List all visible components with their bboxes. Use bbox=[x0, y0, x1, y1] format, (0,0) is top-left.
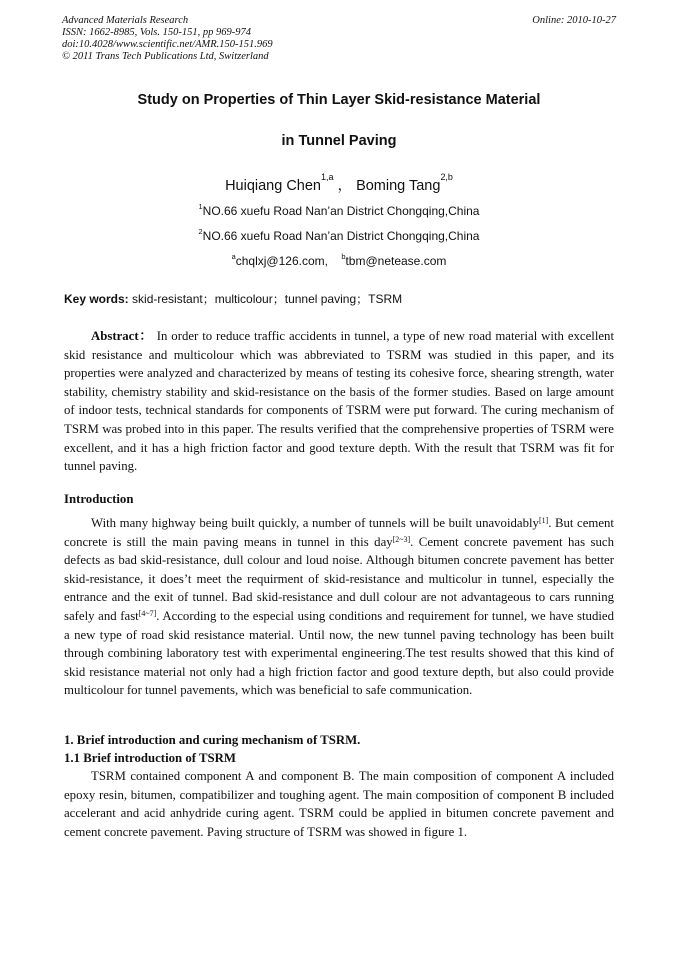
keywords-text: skid-resistant；multicolour；tunnel paving；TSRM bbox=[128, 292, 403, 306]
author-2: Boming Tang bbox=[356, 178, 441, 194]
intro-text-1: With many highway being built quickly, a number of tunnels will be built unavoidably bbox=[91, 516, 539, 530]
intro-ref-3: [4~7] bbox=[138, 609, 157, 618]
section-1-1-heading: 1.1 Brief introduction of TSRM bbox=[64, 751, 236, 765]
email-b: tbm@netease.com bbox=[345, 254, 447, 268]
author-line bbox=[0, 171, 678, 195]
copyright-line: © 2011 Trans Tech Publications Ltd, Switzerland bbox=[62, 51, 269, 62]
intro-ref-2: [2~3] bbox=[392, 534, 411, 544]
affiliation-1-text: NO.66 xuefu Road Nan’an District Chongqing,China bbox=[202, 204, 480, 218]
intro-text-4: . According to the especial using conditions and requirement for tunnel, we have studied a new type of road skid resistance material. Until now, the new tunnel paving technology has been built through combining laboratory test with experimental engineering.The test results showed that this kind of skid resistance material not only had a high friction factor and good texture depth, but also could provide multicolour for tunnel pavements, which was beneficial to safe communication. bbox=[64, 608, 614, 698]
email-a-sup: a bbox=[231, 252, 236, 262]
intro-ref-1: [1] bbox=[538, 516, 549, 526]
affiliation-2 bbox=[0, 229, 678, 243]
author-1: Huiqiang Chen bbox=[225, 178, 321, 194]
paper-title-line-1: Study on Properties of Thin Layer Skid-resistance Material bbox=[137, 92, 541, 108]
affiliation-2-sup: 2 bbox=[198, 227, 203, 237]
section-1-1-body: TSRM contained component A and component B. The main composition of component A included epoxy resin, bitumen, compatibilizer and toughing agent. The main composition of component B included accelerant and acid anhydride curing agent. TSRM could be applied in bitumen concrete pavement and cement concrete pavement. Paving structure of TSRM was showed in figure 1. bbox=[64, 769, 614, 839]
introduction-heading: Introduction bbox=[64, 492, 134, 506]
abstract-text: In order to reduce traffic accidents in tunnel, a type of new road material with excellent skid resistance and multicolour which was abbreviated to TSRM was studied in this paper, and its properties were analyzed and characterized by means of testing its cohesive force, shearing strength, water stability, chemistry stability and skid-resistance on the basis of the former studies. Based on large amount of indoor tests, technical standards for components of TSRM were put forward. The curing mechanism of TSRM was probed into in this paper. The results verified that the comprehensive properties of TSRM were excellent, and it has a high friction factor and good texture depth. With the result that TSRM was fit for tunnel paving. bbox=[64, 329, 615, 474]
keywords-label: Key words: bbox=[64, 292, 129, 306]
author-separator: ， bbox=[337, 178, 353, 194]
running-header bbox=[62, 15, 273, 63]
author-1-sup: 1,a bbox=[321, 171, 334, 182]
introduction-body bbox=[64, 514, 614, 700]
author-2-sup: 2,b bbox=[440, 171, 453, 182]
abstract bbox=[64, 327, 614, 476]
issn-line: ISSN: 1662-8985, Vols. 150-151, pp 969-974 bbox=[62, 27, 251, 38]
email-a: chqlxj@126.com, bbox=[235, 254, 328, 268]
online-date: Online: 2010-10-27 bbox=[532, 15, 616, 26]
affiliation-1 bbox=[0, 204, 678, 218]
intro-text-3: . Cement concrete pavement has such defects as bad skid-resistance, dull colour and loud noise. Although bitumen concrete pavement has better skid-resistance, it does’t meet the requirment of skid-resistance and multicolur in tunnel, especially the entrance and the exit of tunnel. Bad skid-resistance and dull colour are not advantageous to cars running safely and fast bbox=[64, 534, 614, 623]
paper-title-line-2: in Tunnel Paving bbox=[281, 133, 397, 149]
affiliation-1-sup: 1 bbox=[198, 202, 203, 212]
email-b-sup: b bbox=[341, 252, 346, 262]
journal-name: Advanced Materials Research bbox=[62, 15, 189, 26]
keywords bbox=[64, 290, 402, 307]
email-line bbox=[0, 254, 678, 268]
affiliation-2-text: NO.66 xuefu Road Nan’an District Chongqing,China bbox=[202, 229, 480, 243]
doi-line: doi:10.4028/www.scientific.net/AMR.150-151.969 bbox=[62, 39, 273, 50]
section-1-heading: 1. Brief introduction and curing mechanism of TSRM. bbox=[64, 733, 361, 747]
abstract-label: Abstract： bbox=[91, 329, 153, 343]
intro-text-2: . But cement concrete is still the main paving means in tunnel in this day bbox=[64, 516, 614, 549]
